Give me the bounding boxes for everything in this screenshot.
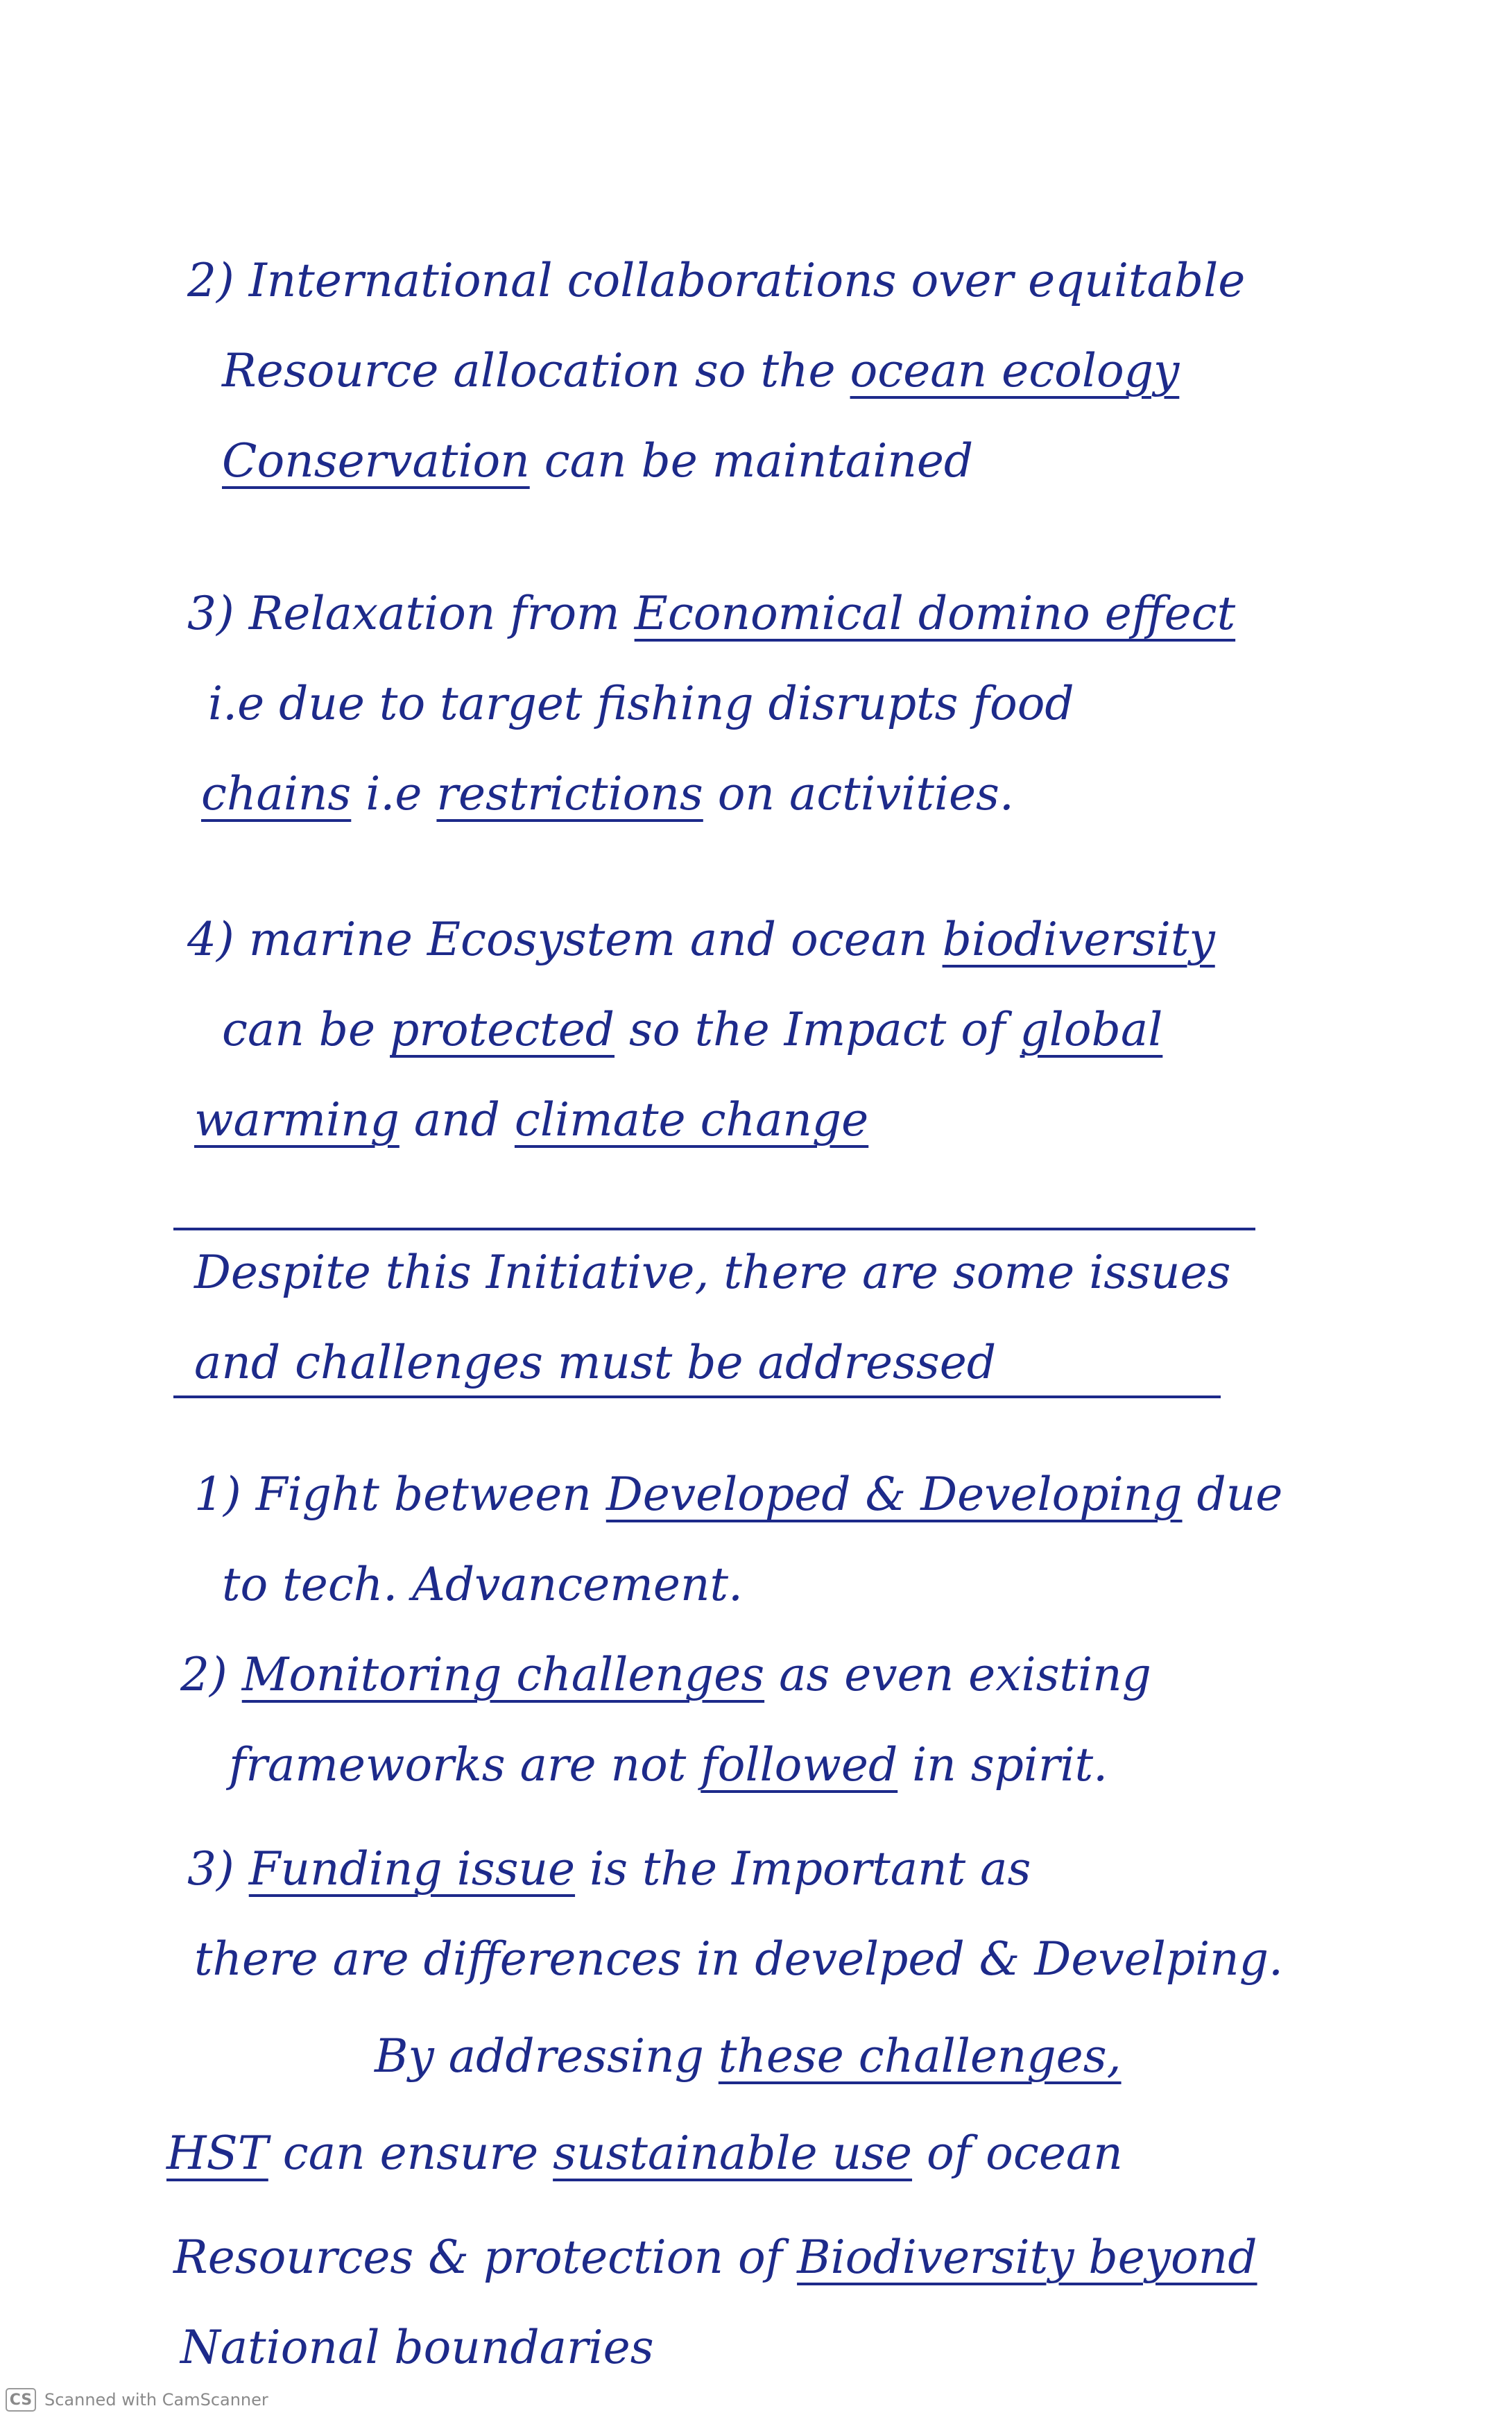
text-line — [187, 250, 1408, 312]
text-line — [222, 340, 1443, 402]
text-fragment: 2) International collaborations over equitable — [187, 254, 1246, 307]
underlined-phrase: protected — [390, 1003, 615, 1056]
text-fragment: 2) — [180, 1648, 242, 1701]
text-fragment: of ocean — [912, 2127, 1123, 2180]
underlined-phrase: global — [1020, 1003, 1163, 1056]
text-fragment: 4) marine Ecosystem and ocean — [187, 913, 943, 966]
text-fragment: so the Impact of — [615, 1003, 1020, 1056]
text-fragment: Despite this Initiative, there are some issues — [194, 1246, 1231, 1299]
text-fragment: can be — [222, 1003, 390, 1056]
text-fragment: due — [1182, 1468, 1283, 1521]
underlined-phrase: followed — [701, 1738, 898, 1792]
text-line — [201, 763, 1422, 825]
text-line — [187, 909, 1408, 971]
text-fragment: there are differences in develped & Develping. — [194, 1932, 1283, 1986]
section-divider — [173, 1395, 1221, 1398]
text-fragment: can ensure — [268, 2127, 553, 2180]
text-fragment: is the Important as — [575, 1842, 1031, 1896]
text-fragment: 3) Relaxation from — [187, 587, 635, 640]
text-fragment: 3) — [187, 1842, 249, 1896]
text-fragment: Resources & protection of — [173, 2231, 798, 2284]
text-line — [222, 430, 1443, 492]
underlined-phrase: Conservation — [222, 434, 530, 488]
scanner-watermark-text: Scanned with CamScanner — [44, 2390, 268, 2410]
text-fragment: and — [399, 1093, 515, 1146]
text-fragment: Resource allocation so the — [222, 344, 850, 397]
underlined-phrase: ocean ecology — [850, 344, 1180, 397]
text-line — [194, 1242, 1415, 1304]
text-line — [222, 999, 1443, 1061]
text-fragment: can be maintained — [529, 434, 974, 488]
text-line — [375, 2025, 1512, 2088]
text-line — [187, 1838, 1408, 1900]
underlined-phrase: Economical domino effect — [634, 587, 1236, 640]
underlined-phrase: Monitoring challenges — [241, 1648, 765, 1701]
underlined-phrase: Developed & Developing — [605, 1468, 1183, 1521]
text-fragment: i.e — [351, 767, 437, 821]
text-fragment: 1) Fight between — [194, 1468, 606, 1521]
text-fragment: to tech. Advancement. — [222, 1558, 743, 1611]
text-line — [187, 583, 1408, 645]
text-line — [194, 1332, 1415, 1394]
text-fragment: i.e due to target fishing disrupts food — [208, 677, 1074, 730]
text-line — [194, 1089, 1415, 1151]
underlined-phrase: sustainable use — [553, 2127, 913, 2180]
underlined-phrase: climate change — [514, 1093, 869, 1146]
text-fragment: and challenges must be addressed — [194, 1336, 997, 1389]
text-line — [166, 2122, 1387, 2185]
text-line — [173, 2226, 1394, 2289]
text-line — [222, 1554, 1443, 1616]
text-line — [180, 2317, 1401, 2379]
text-fragment: National boundaries — [180, 2321, 654, 2374]
underlined-phrase: chains — [201, 767, 352, 821]
underlined-phrase: Funding issue — [248, 1842, 576, 1896]
text-fragment: By addressing — [375, 2029, 719, 2083]
underlined-phrase: biodiversity — [942, 913, 1215, 966]
text-fragment: in spirit. — [897, 1738, 1108, 1792]
text-fragment: frameworks are not — [229, 1738, 701, 1792]
scanner-watermark — [6, 2386, 268, 2414]
camscanner-logo: CS — [6, 2388, 36, 2412]
text-line — [194, 1928, 1415, 1991]
text-line — [208, 673, 1429, 735]
underlined-phrase: warming — [194, 1093, 400, 1146]
text-line — [229, 1734, 1450, 1796]
underlined-phrase: HST — [166, 2127, 268, 2180]
text-line — [194, 1463, 1415, 1526]
underlined-phrase: these challenges, — [718, 2029, 1122, 2083]
text-line — [180, 1644, 1401, 1706]
section-divider — [173, 1228, 1255, 1230]
text-fragment: as even existing — [764, 1648, 1151, 1701]
underlined-phrase: restrictions — [436, 767, 703, 821]
bleed-through-marks — [1494, 860, 1512, 1554]
text-fragment: on activities. — [703, 767, 1014, 821]
underlined-phrase: Biodiversity beyond — [797, 2231, 1257, 2284]
